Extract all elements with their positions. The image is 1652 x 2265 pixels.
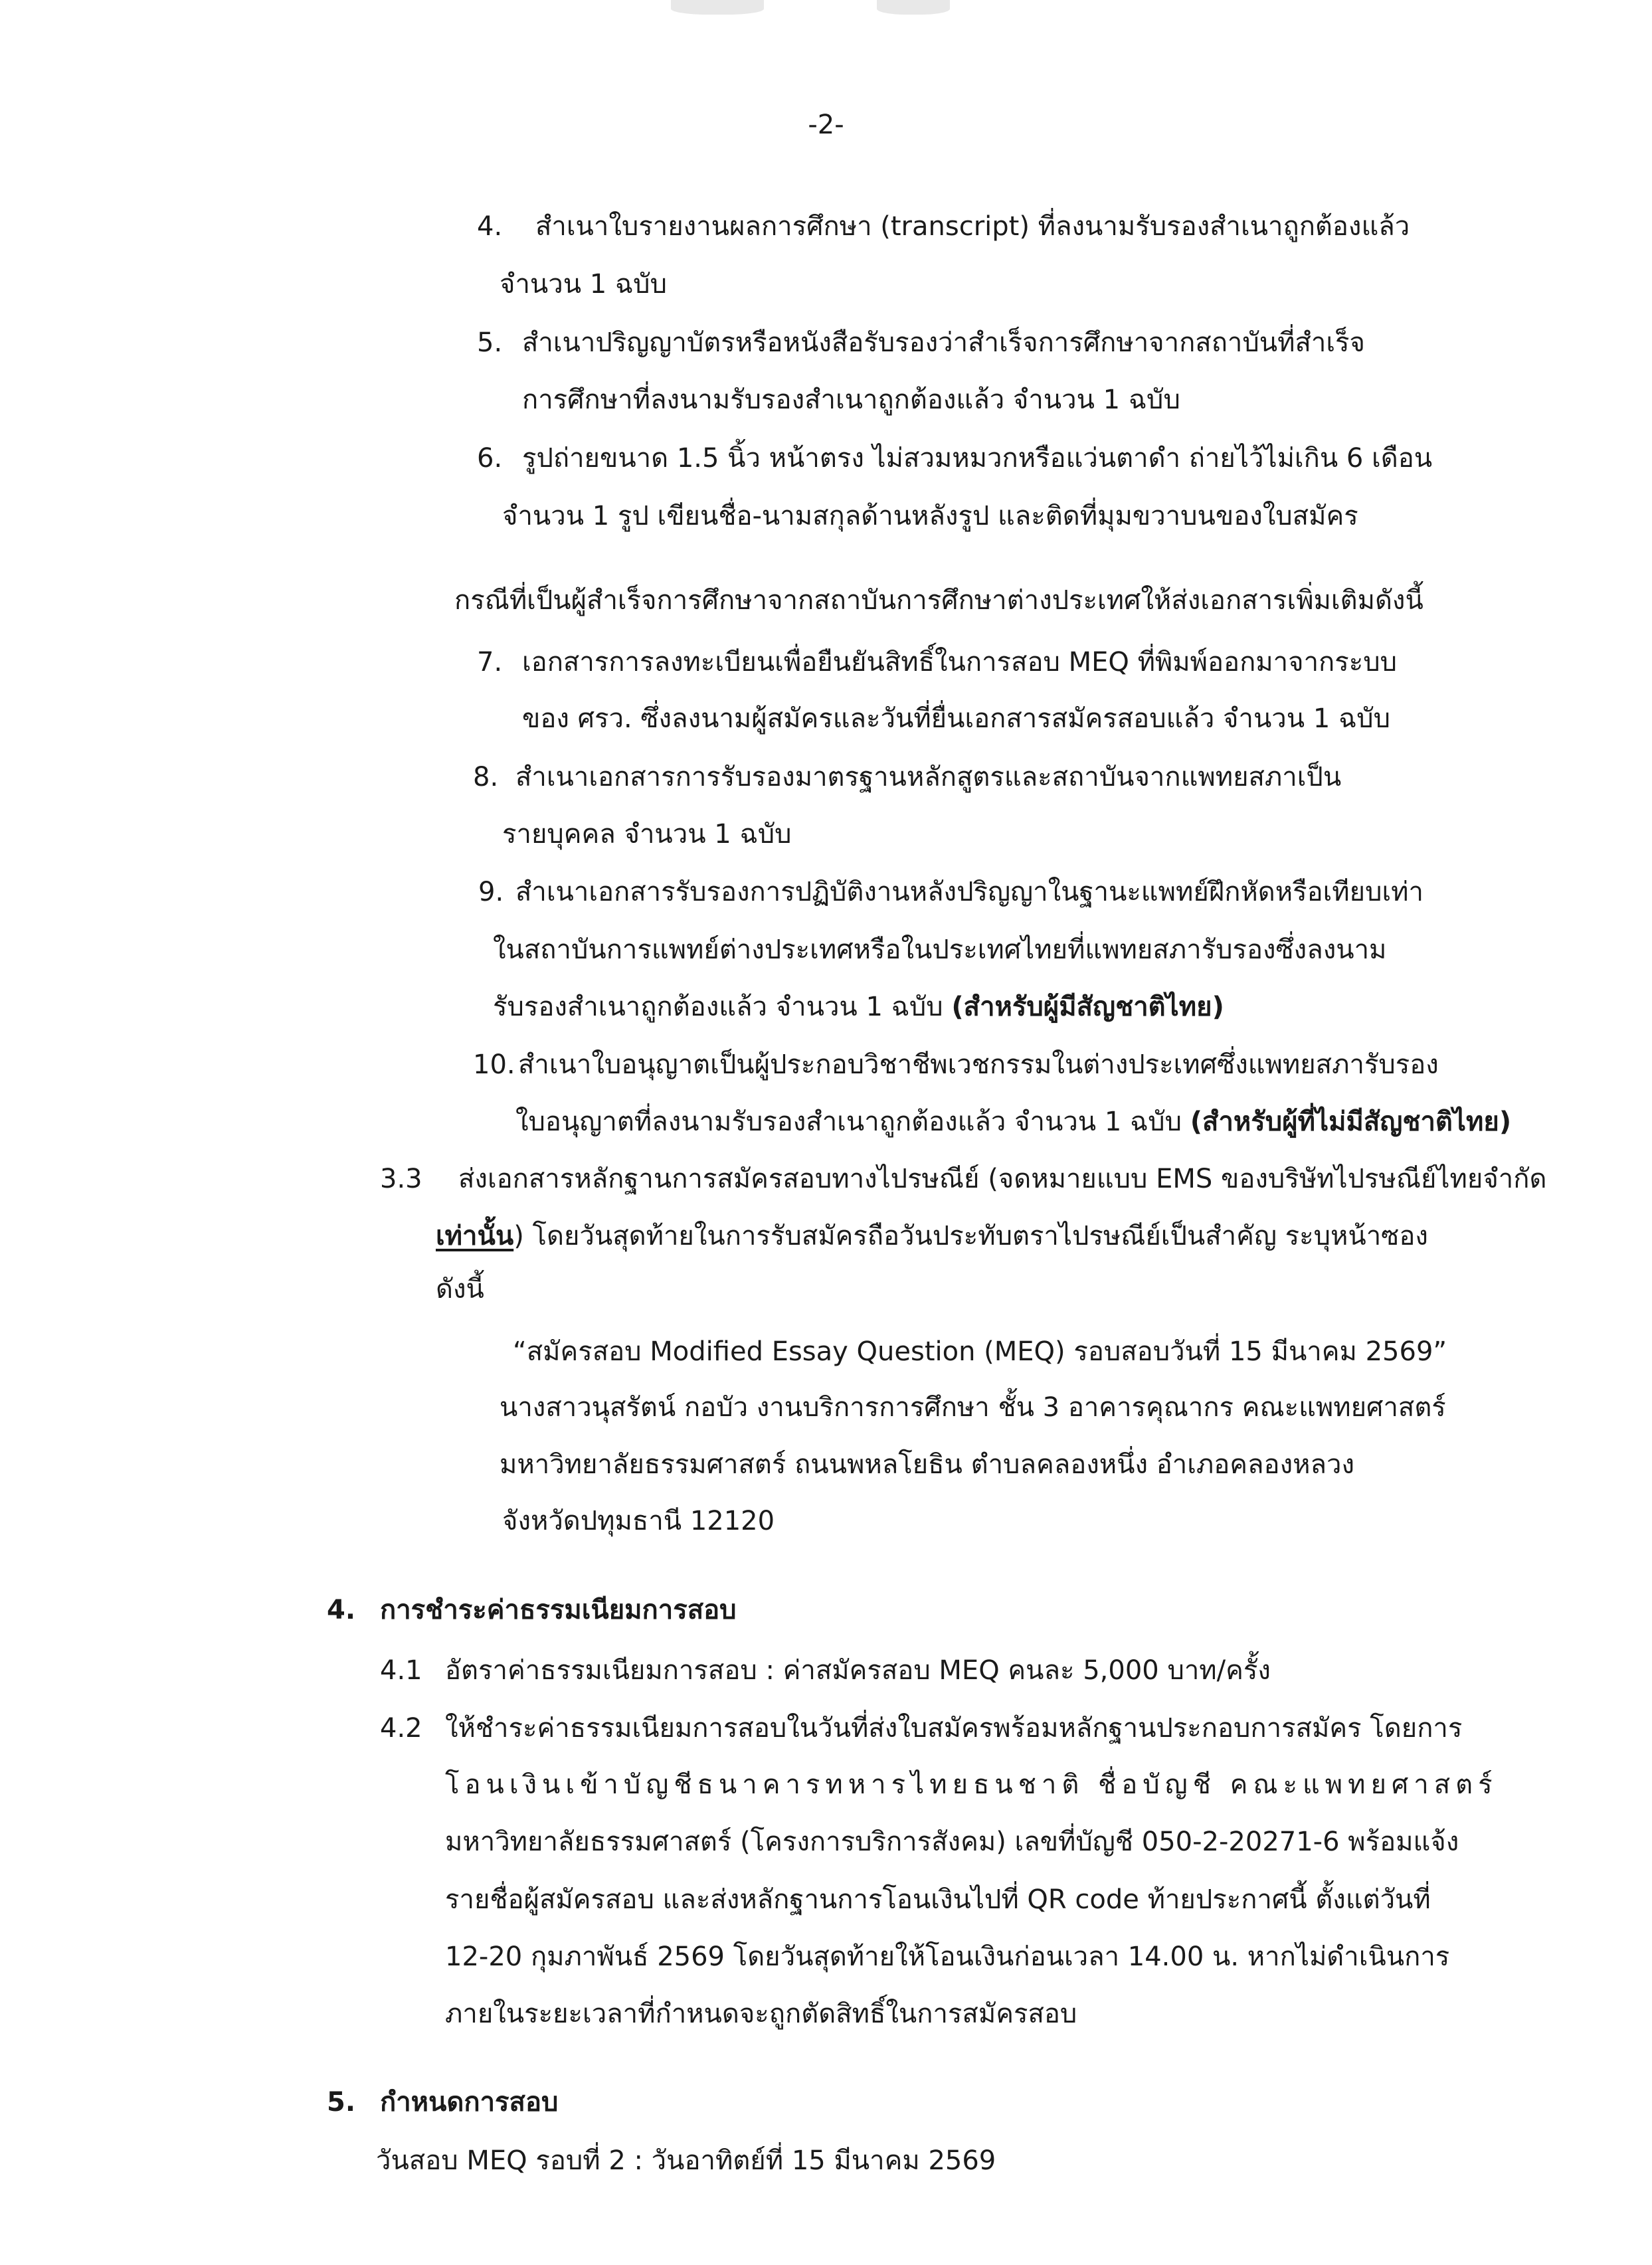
item-text: สำเนาปริญญาบัตรหรือหนังสือรับรองว่าสำเร็จการศึกษาจากสถาบันที่สำเร็จ bbox=[522, 327, 1365, 358]
subsection-text: มหาวิทยาลัยธรรมศาสตร์ (โครงการบริการสังคม) เลขที่บัญชี 050-2-20271-6 พร้อมแจ้ง bbox=[445, 1827, 1459, 1857]
item-text: ของ ศรว. ซึ่งลงนามผู้สมัครและวันที่ยื่นเอกสารสมัครสอบแล้ว จำนวน 1 ฉบับ bbox=[522, 703, 1391, 734]
item-text-part: รับรองสำเนาถูกต้องแล้ว จำนวน 1 ฉบับ bbox=[493, 992, 943, 1022]
item-text: สำเนาเอกสารรับรองการปฏิบัติงานหลังปริญญาในฐานะแพทย์ฝึกหัดหรือเทียบเท่า bbox=[515, 877, 1423, 907]
subsection-text: ภายในระยะเวลาที่กำหนดจะถูกตัดสิทธิ์ในการสมัครสอบ bbox=[445, 1999, 1077, 2029]
item-text: จำนวน 1 รูป เขียนชื่อ-นามสกุลด้านหลังรูป และติดที่มุมขวาบนของใบสมัคร bbox=[502, 501, 1358, 531]
section-number: 5. bbox=[327, 2087, 356, 2118]
item-number: 4. bbox=[477, 211, 503, 242]
item-text: ในสถาบันการแพทย์ต่างประเทศหรือในประเทศไทยที่แพทยสภารับรองซึ่งลงนาม bbox=[493, 935, 1387, 965]
item-text: รูปถ่ายขนาด 1.5 นิ้ว หน้าตรง ไม่สวมหมวกหรือแว่นตาดำ ถ่ายไว้ไม่เกิน 6 เดือน bbox=[522, 443, 1433, 474]
item-number: 10. bbox=[473, 1049, 515, 1080]
address-line: จังหวัดปทุมธานี 12120 bbox=[502, 1506, 775, 1536]
subsection-number: 4.2 bbox=[380, 1713, 422, 1744]
section-text: ดังนี้ bbox=[436, 1274, 484, 1305]
emphasis-only: เท่านั้น bbox=[436, 1221, 514, 1251]
item-text bbox=[493, 988, 1224, 1026]
section-title: กำหนดการสอบ bbox=[380, 2087, 559, 2118]
section-number: 3.3 bbox=[380, 1164, 422, 1194]
address-line: “สมัครสอบ Modified Essay Question (MEQ) รอบสอบวันที่ 15 มีนาคม 2569” bbox=[513, 1336, 1447, 1367]
section-text-part: ) โดยวันสุดท้ายในการรับสมัครถือวันประทับตราไปรษณีย์เป็นสำคัญ ระบุหน้าซอง bbox=[513, 1221, 1428, 1251]
item-number: 8. bbox=[473, 762, 499, 792]
foreign-intro: กรณีที่เป็นผู้สำเร็จการศึกษาจากสถาบันการศึกษาต่างประเทศให้ส่งเอกสารเพิ่มเติมดังนี้ bbox=[454, 585, 1423, 616]
page-number: -2- bbox=[808, 110, 844, 140]
subsection-number: 4.1 bbox=[380, 1655, 422, 1686]
subsection-text: โอนเงินเข้าบัญชีธนาคารทหารไทยธนชาติ ชื่อบัญชี คณะแพทยศาสตร์ bbox=[445, 1769, 1498, 1800]
item-text-part: ใบอนุญาตที่ลงนามรับรองสำเนาถูกต้องแล้ว จำนวน 1 ฉบับ bbox=[515, 1107, 1182, 1137]
item-text: จำนวน 1 ฉบับ bbox=[500, 269, 667, 300]
nationality-note: (สำหรับผู้มีสัญชาติไทย) bbox=[951, 992, 1224, 1022]
item-text: เอกสารการลงทะเบียนเพื่อยืนยันสิทธิ์ในการสอบ MEQ ที่พิมพ์ออกมาจากระบบ bbox=[522, 647, 1397, 678]
item-number: 6. bbox=[477, 443, 503, 474]
section-text bbox=[436, 1217, 1428, 1255]
section-title: การชำระค่าธรรมเนียมการสอบ bbox=[380, 1595, 737, 1625]
item-text: การศึกษาที่ลงนามรับรองสำเนาถูกต้องแล้ว จำนวน 1 ฉบับ bbox=[522, 385, 1180, 415]
nationality-note: (สำหรับผู้ที่ไม่มีสัญชาติไทย) bbox=[1190, 1107, 1512, 1137]
exam-date-line: วันสอบ MEQ รอบที่ 2 : วันอาทิตย์ที่ 15 มีนาคม 2569 bbox=[376, 2145, 996, 2176]
address-line: นางสาวนุสรัตน์ กอบัว งานบริการการศึกษา ชั้น 3 อาคารคุณากร คณะแพทยศาสตร์ bbox=[500, 1392, 1446, 1423]
item-text: รายบุคคล จำนวน 1 ฉบับ bbox=[502, 819, 792, 850]
item-number: 9. bbox=[478, 877, 504, 907]
item-text: สำเนาเอกสารการรับรองมาตรฐานหลักสูตรและสถาบันจากแพทยสภาเป็น bbox=[515, 762, 1342, 792]
scan-smudge bbox=[877, 0, 950, 15]
item-text bbox=[515, 1103, 1511, 1141]
subsection-text: 12-20 กุมภาพันธ์ 2569 โดยวันสุดท้ายให้โอนเงินก่อนเวลา 14.00 น. หากไม่ดำเนินการ bbox=[445, 1942, 1450, 1972]
item-number: 7. bbox=[477, 647, 503, 678]
item-number: 5. bbox=[477, 327, 503, 358]
subsection-text: ให้ชำระค่าธรรมเนียมการสอบในวันที่ส่งใบสมัครพร้อมหลักฐานประกอบการสมัคร โดยการ bbox=[445, 1713, 1463, 1744]
section-number: 4. bbox=[327, 1595, 356, 1625]
subsection-text: รายชื่อผู้สมัครสอบ และส่งหลักฐานการโอนเงินไปที่ QR code ท้ายประกาศนี้ ตั้งแต่วันที่ bbox=[445, 1884, 1431, 1915]
item-text: สำเนาใบอนุญาตเป็นผู้ประกอบวิชาชีพเวชกรรมในต่างประเทศซึ่งแพทยสภารับรอง bbox=[518, 1049, 1439, 1080]
subsection-text: อัตราค่าธรรมเนียมการสอบ : ค่าสมัครสอบ MEQ คนละ 5,000 บาท/ครั้ง bbox=[445, 1655, 1271, 1686]
item-text: สำเนาใบรายงานผลการศึกษา (transcript) ที่ลงนามรับรองสำเนาถูกต้องแล้ว bbox=[535, 211, 1410, 242]
section-text: ส่งเอกสารหลักฐานการสมัครสอบทางไปรษณีย์ (จดหมายแบบ EMS ของบริษัทไปรษณีย์ไทยจำกัด bbox=[458, 1164, 1547, 1194]
address-line: มหาวิทยาลัยธรรมศาสตร์ ถนนพหลโยธิน ตำบลคลองหนึ่ง อำเภอคลองหลวง bbox=[500, 1449, 1354, 1480]
scan-smudge bbox=[671, 0, 764, 15]
